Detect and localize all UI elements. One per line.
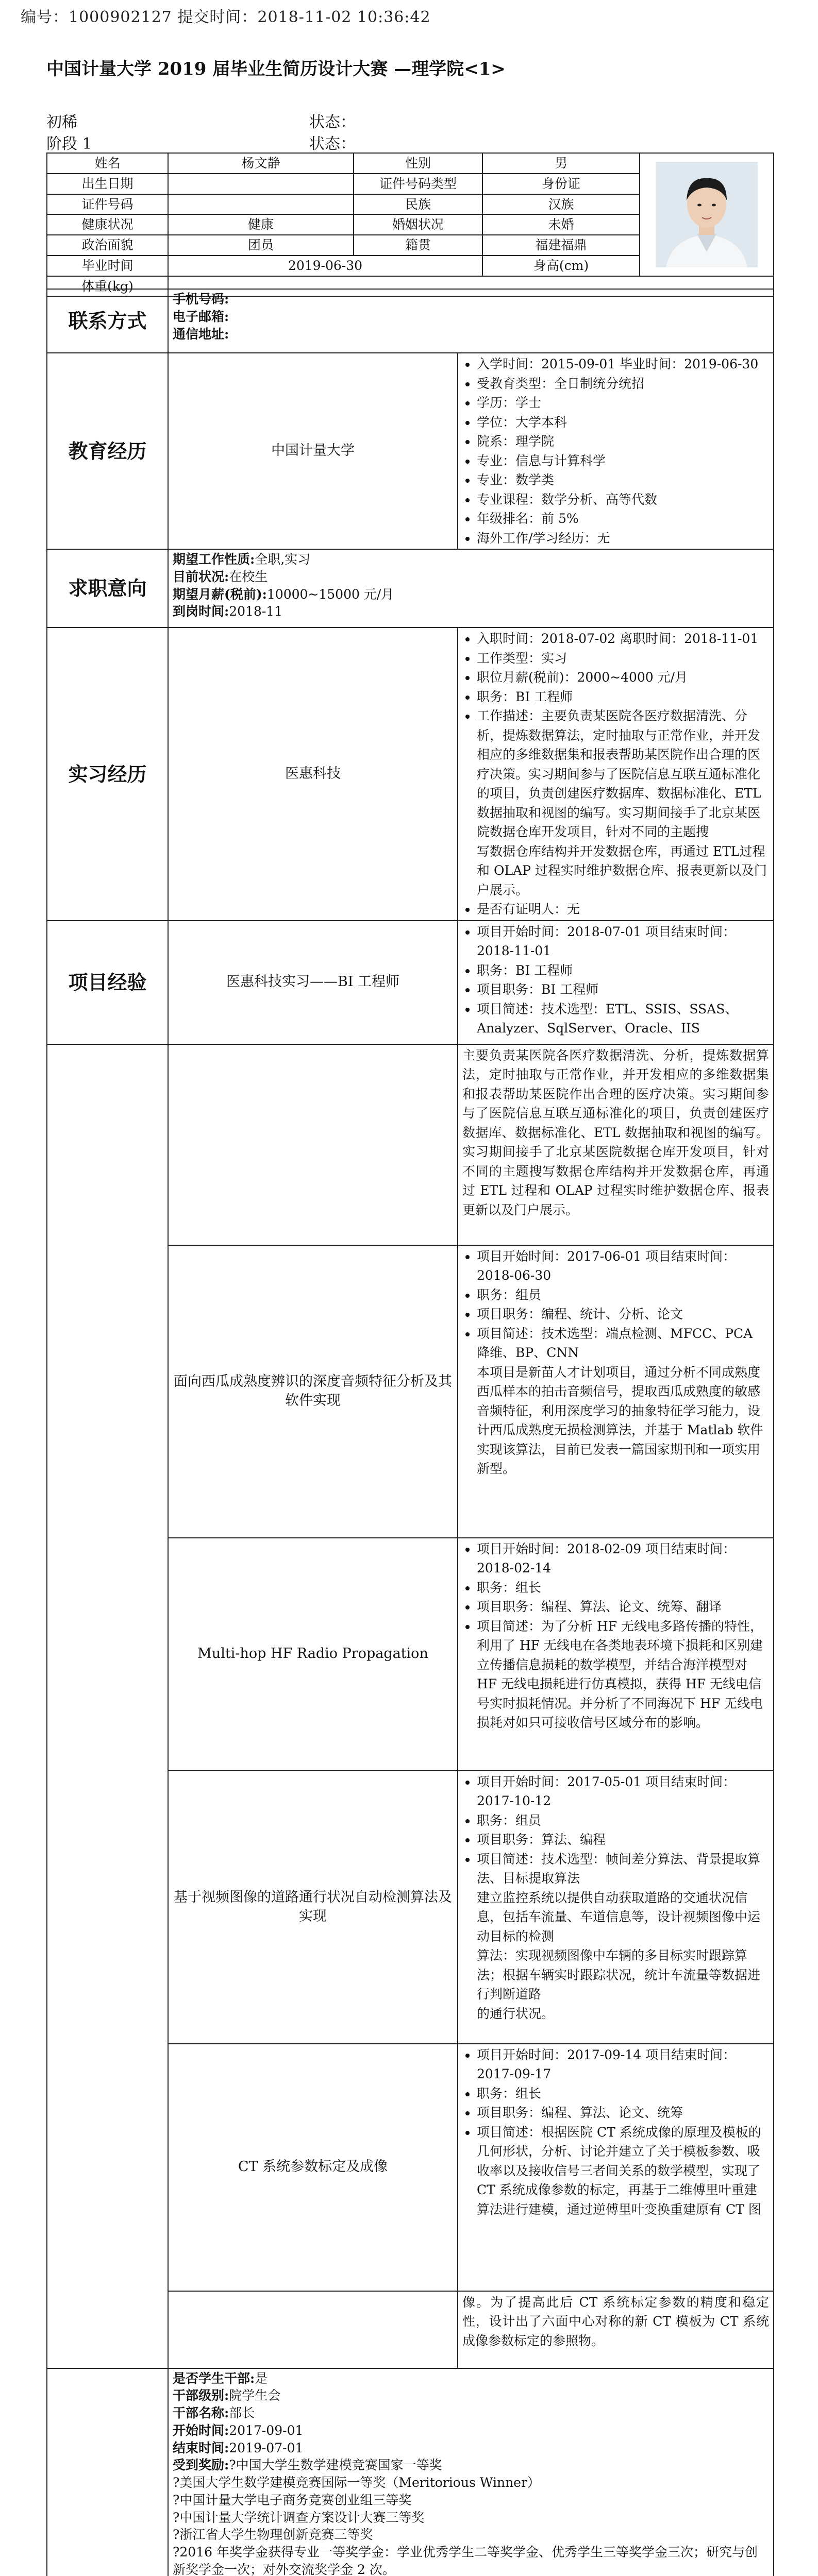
list-item: • 项目开始时间：2017-09-14 项目结束时间：2017-09-17	[477, 2045, 769, 2084]
list-item: • 职务：组员	[477, 1811, 769, 1831]
project-details	[458, 921, 774, 1044]
internship-section-title: 实习经历	[47, 628, 168, 921]
marriage-value: 未婚	[482, 214, 640, 235]
stage-status-label: 状态：	[309, 135, 356, 153]
intention-section-title: 求职意向	[47, 549, 168, 628]
name-label: 姓名	[47, 153, 168, 174]
list-item: • 入职时间：2018-07-02 离职时间：2018-11-01	[477, 629, 769, 649]
list-item: • 院系：理学院	[477, 432, 769, 451]
list-item: • 专业：数学类	[477, 470, 769, 490]
list-item: 本项目是新苗人才计划项目，通过分析不同成熟度西瓜样本的拍击音频信号，提取西瓜成熟度的敏感音频特征，利用深度学习的抽象特征学习能力，设计西瓜成熟度无损检测算法，并基于 Matlab 软件实现该算法，目前已发表一篇国家期刊和一项实用新型。	[477, 1364, 763, 1476]
gender-value: 男	[482, 153, 640, 174]
project-video-list	[462, 1772, 769, 2024]
kv-label: 干部名称:	[173, 2405, 229, 2420]
internship-details	[458, 628, 774, 921]
project-hf-name: Multi-hop HF Radio Propagation	[168, 1538, 458, 1771]
avatar-photo-icon	[656, 162, 758, 267]
list-item: • 入学时间：2015-09-01 毕业时间：2019-06-30	[477, 354, 769, 374]
project-watermelon-name: 面向西瓜成熟度辨识的深度音频特征分析及其软件实现	[168, 1245, 458, 1538]
resume-sections	[46, 289, 774, 2576]
kv-value: 是	[255, 2370, 268, 2386]
list-item: • 工作描述：主要负责某医院各医疗数据清洗、分析，提炼数据算法，定时抽取与正常作业，并开发相应的多维数据集和报表帮助某医院作出合理的医疗决策。实习期间参与了医院信息互联互通标准化的项目，负责创建医疗数据库、数据标准化、ETL数据抽取和视图的编写。实习期间接手了北京某医院数据仓库开发项目，针对不同的主题搜	[477, 706, 769, 842]
awards-section-title	[47, 2368, 168, 2576]
project-ct-tail-blank	[168, 2291, 458, 2368]
header-meta: 编号：1000902127 提交时间：2018-11-02 10:36:42	[21, 8, 431, 26]
name-value: 杨文静	[168, 153, 354, 174]
project-video-details	[458, 1771, 774, 2044]
list-item: • 项目职务：BI 工程师	[477, 980, 769, 999]
list-item: • 项目开始时间：2018-02-09 项目结束时间：2018-02-14	[477, 1539, 769, 1578]
gender-label: 性别	[354, 153, 482, 174]
project-ct-tail: 像。为了提高此后 CT 系统标定参数的精度和稳定性，设计出了六面中心对称的新 CT 模板为 CT 系统成像参数标定的参照物。	[458, 2291, 774, 2368]
list-item: • 项目简述：技术选型：帧间差分算法、背景提取算法、目标提取算法	[477, 1850, 769, 1888]
marriage-label: 婚姻状况	[354, 214, 482, 235]
health-value: 健康	[168, 214, 354, 235]
kv-label: 干部级别:	[173, 2388, 229, 2403]
list-item: • 项目职务：编程、算法、论文、统筹	[477, 2103, 769, 2123]
kv-value: 部长	[229, 2405, 255, 2420]
list-item: • 职位月薪(税前)：2000~4000 元/月	[477, 668, 769, 687]
list-item: • 工作类型：实习	[477, 649, 769, 668]
first-review-label: 初稀	[46, 113, 77, 131]
education-details	[458, 353, 774, 549]
grad-value: 2019-06-30	[168, 256, 482, 276]
idno-label: 证件号码	[47, 194, 168, 215]
project-name: 医惠科技实习——BI 工程师	[168, 921, 458, 1044]
awards-block	[168, 2368, 774, 2576]
start-date-value: 2018-11	[229, 604, 283, 619]
kv-value: 2017-09-01	[229, 2422, 304, 2438]
list-item: • 项目简述：技术选型：ETL、SSIS、SSAS、Analyzer、SqlServer、Oracle、IIS	[477, 999, 769, 1038]
list-item: • 海外工作/学习经历：无	[477, 529, 769, 548]
education-list	[462, 354, 769, 548]
page-title: 中国计量大学 2019 届毕业生简历设计大赛 —理学院<1>	[46, 59, 506, 79]
project-section-title: 项目经验	[47, 921, 168, 1044]
list-item: • 项目职务：编程、算法、论文、统筹、翻译	[477, 1597, 769, 1617]
phone-label: 手机号码:	[173, 292, 229, 307]
project-video-name: 基于视频图像的道路通行状况自动检测算法及实现	[168, 1771, 458, 2044]
project-intro: 主要负责某医院各医疗数据清洗、分析，提炼数据算法，定时抽取与正常作业，并开发相应的多维数据集和报表帮助某医院作出合理的医疗决策。实习期间参与了医院信息互联互通标准化的项目，负责创建医疗数据库、数据标准化、ETL 数据抽取和视图的编写。实习期间接手了北京某医院数据仓库开发项目，针对不同的主题搜写数据仓库结构并开发数据仓库，再通过 ETL 过程和 OLAP 过程实时维护数据仓库、报表更新以及门户展示。	[458, 1044, 774, 1245]
photo-cell	[640, 153, 774, 276]
idtype-value: 身份证	[482, 174, 640, 194]
list-item: • 受教育类型：全日制统分统招	[477, 374, 769, 394]
basic-info-table	[46, 152, 774, 297]
list-item: • 职务：组长	[477, 1578, 769, 1598]
status-value: 在校生	[229, 569, 268, 584]
email-label: 电子邮箱:	[173, 309, 229, 324]
list-item: • 职务：组长	[477, 2084, 769, 2104]
honor-item: ?中国计量大学电子商务竞赛创业组三等奖	[173, 2492, 412, 2507]
list-item: 写数据仓库结构并开发数据仓库，再通过 ETL过程和 OLAP 过程实时维护数据仓库、报表更新以及门户展示。	[477, 843, 767, 897]
project-list	[462, 922, 769, 1038]
internship-list	[462, 629, 769, 919]
list-item: • 是否有证明人：无	[477, 900, 769, 919]
list-item: 算法：实现视频图像中车辆的多目标实时跟踪算法；根据车辆实时跟踪状况，统计车流量等数据进行判断道路	[477, 1948, 761, 2002]
politics-label: 政治面貌	[47, 235, 168, 256]
project-ct-details	[458, 2044, 774, 2291]
work-type-value: 全职,实习	[255, 552, 311, 567]
birth-label: 出生日期	[47, 174, 168, 194]
honor-item: ?中国大学生数学建模竞赛国家一等奖	[229, 2458, 442, 2473]
list-item: • 职务：组员	[477, 1285, 769, 1305]
salary-value: 10000~15000 元/月	[266, 586, 394, 602]
work-type-label: 期望工作性质:	[173, 552, 255, 567]
nation-value: 汉族	[482, 194, 640, 215]
project-ct-name: CT 系统参数标定及成像	[168, 2044, 458, 2291]
list-item: 的通行状况。	[477, 2006, 555, 2021]
salary-label: 期望月薪(税前):	[173, 586, 267, 602]
projects-blank-label	[47, 1044, 168, 2368]
list-item: • 项目开始时间：2017-05-01 项目结束时间：2017-10-12	[477, 1772, 769, 1811]
height-label: 身高(cm)	[482, 256, 640, 276]
honor-item: ?美国大学生数学建模竞赛国际一等奖（Meritorious Winner）	[173, 2475, 540, 2490]
list-item: • 项目职务：编程、统计、分析、论文	[477, 1304, 769, 1324]
first-status-label: 状态：	[309, 113, 356, 131]
intention-block	[168, 549, 774, 628]
origin-label: 籍贯	[354, 235, 482, 256]
kv-label: 结束时间:	[173, 2440, 229, 2455]
list-item: • 项目开始时间：2018-07-01 项目结束时间：2018-11-01	[477, 922, 769, 961]
education-school: 中国计量大学	[168, 353, 458, 549]
list-item: • 学位：大学本科	[477, 413, 769, 432]
idtype-label: 证件号码类型	[354, 174, 482, 194]
project-watermelon-list	[462, 1247, 769, 1479]
status-label: 目前状况:	[173, 569, 229, 584]
list-item: 建立监控系统以提供自动获取道路的交通状况信息，包括车流量、车道信息等，设计视频图像中运动目标的检测	[477, 1890, 761, 1944]
list-item: • 项目开始时间：2017-06-01 项目结束时间：2018-06-30	[477, 1247, 769, 1285]
list-item: • 项目简述：为了分析 HF 无线电多路传播的特性，利用了 HF 无线电在各类地表环境下损耗和区别建立传播信息损耗的数学模型，并结合海洋模型对 HF 无线电损耗进行仿真模拟，获得 HF 无线电信号实时损耗情况。并分析了不同海况下 HF 无线电损耗对如只可接收信号区域分布的影响。	[477, 1617, 769, 1733]
honors-label: 受到奖励:	[173, 2458, 229, 2473]
address-label: 通信地址:	[173, 326, 229, 342]
list-item: • 项目职务：算法、编程	[477, 1830, 769, 1850]
health-label: 健康状况	[47, 214, 168, 235]
project-watermelon-details	[458, 1245, 774, 1538]
contact-section-title: 联系方式	[47, 289, 168, 353]
project-intro-blank	[168, 1044, 458, 1245]
kv-label: 开始时间:	[173, 2422, 229, 2438]
kv-value: 2019-07-01	[229, 2440, 304, 2455]
stage-label: 阶段 1	[46, 135, 92, 153]
list-item: • 项目简述：技术选型：端点检测、MFCC、PCA 降维、BP、CNN	[477, 1324, 769, 1363]
list-item: • 项目简述：根据医院 CT 系统成像的原理及模板的几何形状，分析、讨论并建立了关于模板参数、吸收率以及接收信号三者间关系的数学模型，实现了 CT 系统成像参数的标定，再基于二维傅里叶重建算法进行建模，通过逆傅里叶变换重建原有 CT 图	[477, 2123, 769, 2219]
project-ct-list	[462, 2045, 769, 2219]
politics-value: 团员	[168, 235, 354, 256]
idno-value	[168, 194, 354, 215]
list-item: • 职务：BI 工程师	[477, 961, 769, 980]
nation-label: 民族	[354, 194, 482, 215]
honor-item: ?中国计量大学统计调查方案设计大赛三等奖	[173, 2510, 425, 2525]
origin-value: 福建福鼎	[482, 235, 640, 256]
start-date-label: 到岗时间:	[173, 604, 229, 619]
list-item: • 专业：信息与计算科学	[477, 451, 769, 471]
kv-value: 院学生会	[229, 2388, 281, 2403]
project-hf-details	[458, 1538, 774, 1771]
honor-item: ?浙江省大学生物理创新竞赛三等奖	[173, 2527, 373, 2543]
internship-org: 医惠科技	[168, 628, 458, 921]
kv-label: 是否学生干部:	[173, 2370, 255, 2386]
contact-block	[168, 289, 774, 353]
weight-label: 体重(kg)	[47, 276, 168, 297]
avatar	[656, 162, 758, 267]
birth-value	[168, 174, 354, 194]
list-item: • 学历：学士	[477, 393, 769, 413]
education-section-title: 教育经历	[47, 353, 168, 549]
list-item: • 专业课程：数学分析、高等代数	[477, 490, 769, 510]
honor-item: ?2016 年奖学金获得专业一等奖学金：学业优秀学生二等奖学金、优秀学生三等奖学金三次；研究与创新奖学金一次；对外交流奖学金 2 次。	[173, 2545, 758, 2576]
project-hf-list	[462, 1539, 769, 1733]
list-item: • 年级排名：前 5%	[477, 509, 769, 529]
grad-label: 毕业时间	[47, 256, 168, 276]
list-item: • 职务：BI 工程师	[477, 687, 769, 707]
